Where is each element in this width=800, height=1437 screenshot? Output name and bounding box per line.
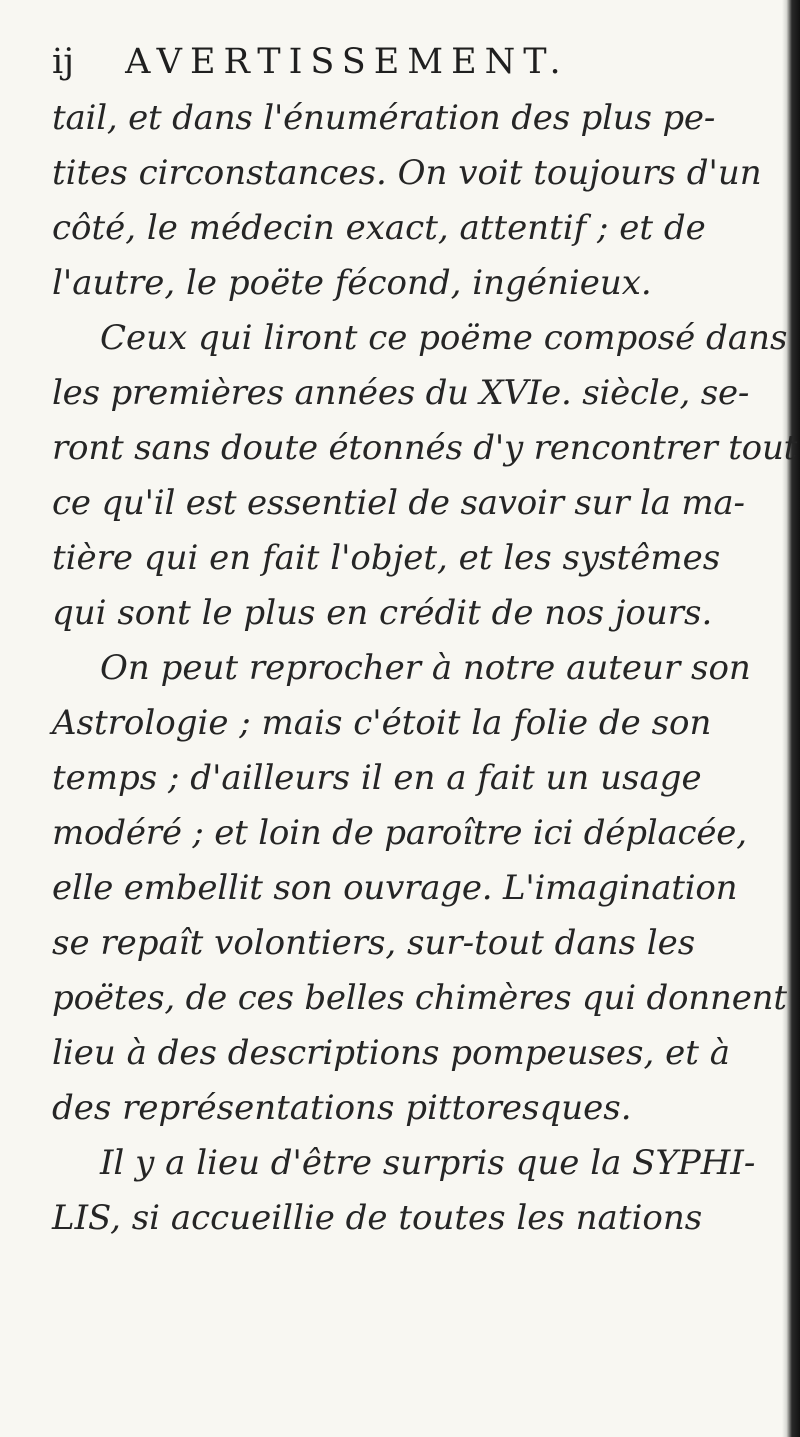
text-line: lieu à des descriptions pompeuses, et à (52, 1033, 730, 1073)
text-line: côté, le médecin exact, attentif ; et de (52, 208, 706, 248)
body-text (52, 92, 798, 1362)
text-line: tites circonstances. On voit toujours d'un (52, 153, 762, 193)
paragraph-start: Ceux qui liront ce poëme composé dans (100, 318, 788, 358)
text-line: l'autre, le poëte fécond, ingénieux. (52, 263, 652, 303)
text-line: modéré ; et loin de paroître ici déplacée, (52, 813, 747, 853)
text-line: tière qui en fait l'objet, et les systêmes (52, 538, 721, 578)
text-line: ce qu'il est essentiel de savoir sur la ma- (52, 483, 745, 523)
paragraph-start: Il y a lieu d'être surpris que la SYPHI- (100, 1143, 756, 1183)
text-line: les premières années du XVIe. siècle, se- (52, 373, 750, 413)
page-edge-shadow (782, 0, 800, 1437)
text-line: Astrologie ; mais c'étoit la folie de son (52, 703, 712, 743)
text-line: ront sans doute étonnés d'y rencontrer tout (52, 428, 798, 468)
text-line: se repaît volontiers, sur-tout dans les (52, 923, 696, 963)
paragraph-start: On peut reprocher à notre auteur son (100, 648, 751, 688)
text-line: qui sont le plus en crédit de nos jours. (52, 593, 713, 633)
text-line: poëtes, de ces belles chimères qui donnent (52, 978, 787, 1018)
text-line: temps ; d'ailleurs il en a fait un usage (52, 758, 702, 798)
page-folio: ij (52, 42, 75, 82)
text-line: des représentations pittoresques. (52, 1088, 632, 1128)
text-line: tail, et dans l'énumération des plus pe- (52, 98, 716, 138)
running-header (52, 42, 752, 90)
text-line: LIS, si accueillie de toutes les nations (52, 1198, 703, 1238)
text-line: elle embellit son ouvrage. L'imagination (52, 868, 738, 908)
header-title: AVERTISSEMENT. (125, 42, 569, 82)
